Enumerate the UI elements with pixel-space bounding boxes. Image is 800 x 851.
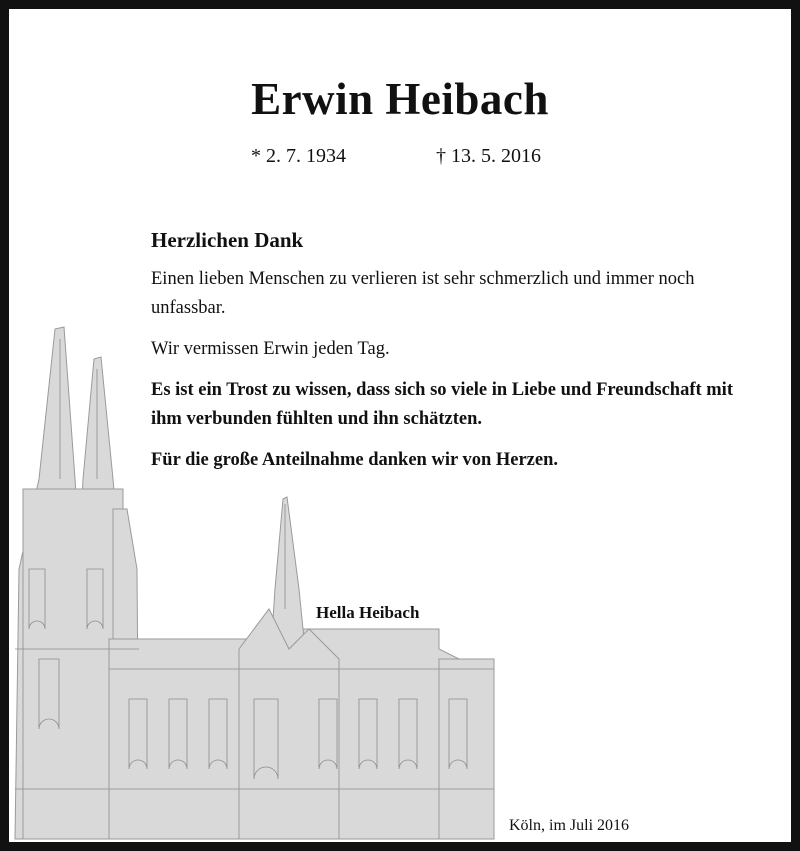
sender-name: Hella Heibach [313, 603, 422, 623]
thank-you-text [151, 228, 751, 487]
paragraph-comfort: Es ist ein Trost zu wissen, dass sich so viele in Liebe und Freundschaft mit ihm verbunden fühlten und ihn schätzten. [151, 380, 733, 429]
paragraph-missing: Wir vermissen Erwin jeden Tag. [151, 339, 390, 359]
paragraph-thanks: Für die große Anteilnahme danken wir von Herzen. [151, 450, 559, 470]
paragraph-loss: Einen lieben Menschen zu verlieren ist sehr schmerzlich und immer noch unfassbar. [151, 269, 695, 318]
deceased-name: Erwin Heibach [251, 74, 549, 124]
birth-date: * 2. 7. 1934 [251, 145, 346, 167]
place-and-date: Köln, im Juli 2016 [509, 817, 630, 834]
thank-you-heading: Herzlichen Dank [151, 228, 304, 252]
death-date: † 13. 5. 2016 [436, 145, 541, 167]
